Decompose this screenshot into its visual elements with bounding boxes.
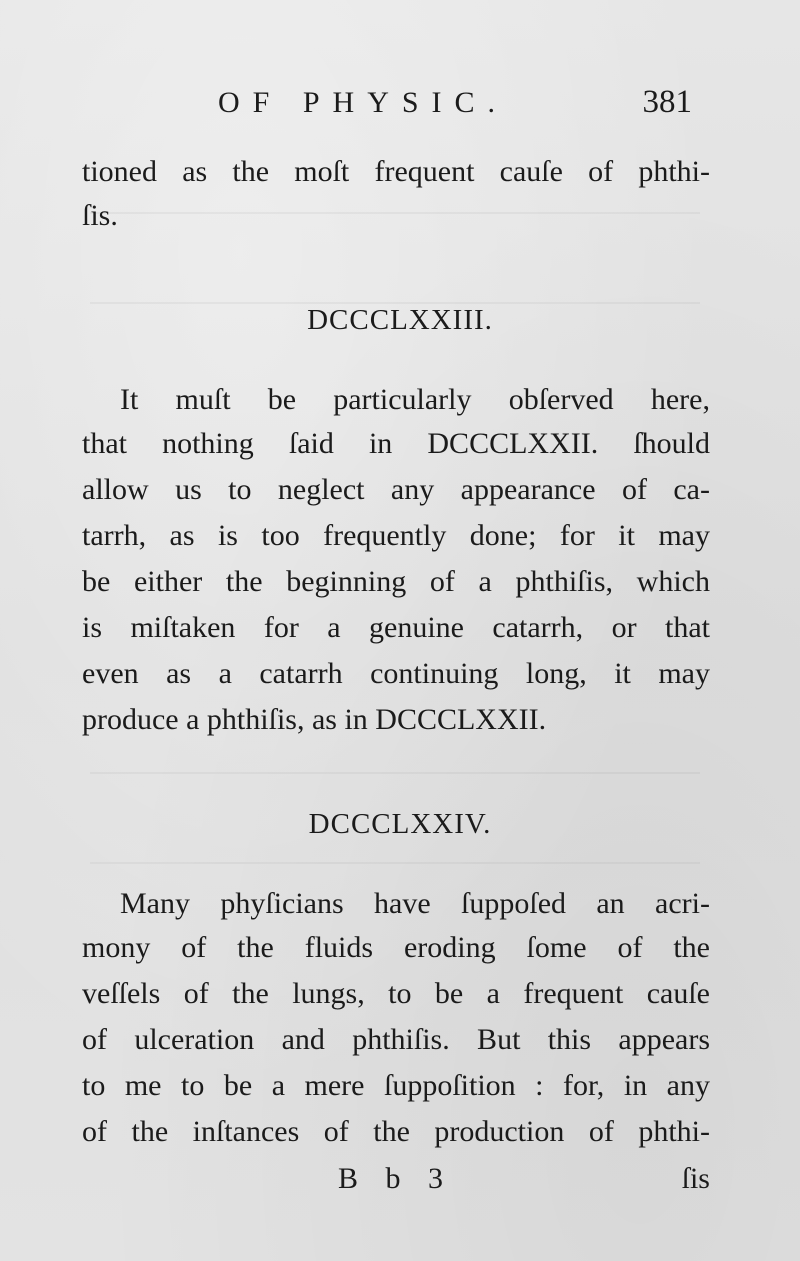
text-line: ſis. [82, 199, 118, 232]
running-head: OF PHYSIC. [218, 86, 509, 119]
text-line: of ulceration and phthiſis. But this appears [82, 1023, 710, 1056]
text-line: mony of the fluids eroding ſome of the [82, 931, 710, 964]
signature-mark: B b 3 [338, 1162, 454, 1195]
section-heading: DCCCLXXIV. [308, 808, 492, 840]
text-line: tioned as the moſt frequent cauſe of phthi- [82, 155, 710, 188]
text-line: to me to be a mere ſuppoſition : for, in any [82, 1069, 710, 1102]
text-line: be either the beginning of a phthiſis, which [82, 565, 710, 598]
text-line: It muſt be particularly obſerved here, [120, 383, 710, 416]
text-line: is miſtaken for a genuine catarrh, or that [82, 611, 710, 644]
page-footer [0, 1162, 800, 1202]
text-line: of the inſtances of the production of phthi- [82, 1115, 710, 1148]
text-line: tarrh, as is too frequently done; for it may [82, 519, 710, 552]
catchword: ſis [681, 1162, 710, 1195]
text-line: allow us to neglect any appearance of ca- [82, 473, 710, 506]
bleed-through-mark [90, 862, 700, 864]
page-header [0, 84, 800, 128]
text-line: even as a catarrh continuing long, it may [82, 657, 710, 690]
text-line: produce a phthiſis, as in DCCCLXXII. [82, 703, 547, 736]
text-line: veſſels of the lungs, to be a frequent cauſe [82, 977, 710, 1010]
section-heading: DCCCLXXIII. [307, 304, 493, 336]
bleed-through-mark [90, 772, 700, 774]
text-line: that nothing ſaid in DCCCLXXII. ſhould [82, 427, 710, 460]
text-line: Many phyſicians have ſuppoſed an acri- [120, 887, 710, 920]
page-number: 381 [642, 84, 692, 120]
